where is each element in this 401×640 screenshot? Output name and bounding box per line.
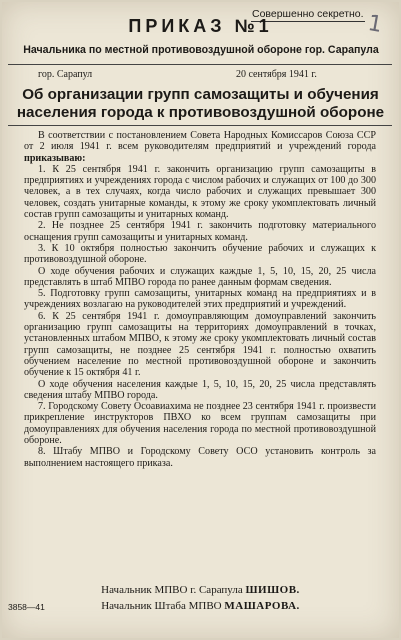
handwritten-sheet-number: 1: [365, 10, 385, 39]
subject-heading: [2, 86, 399, 122]
order-paragraph-5: 5. Подготовку групп самозащиты, унитарных команд на предприятиях и в учреждениях возлагаю на руководителей этих предприятий и учреждений.: [24, 288, 376, 311]
issuer-line: Начальника по местной противовоздушной обороне гор. Сарапула: [23, 44, 379, 56]
secret-stamp: Совершенно секретно.: [252, 8, 364, 20]
order-paragraph-8: 8. Штабу МПВО и Городскому Совету ОСО установить контроль за выполнением настоящего приказа.: [24, 446, 376, 469]
order-paragraph-7: 7. Городскому Совету Осоавиахима не позднее 23 сентября 1941 г. произвести прикрепление инструкторов ПВХО ко всем группам самозащиты при домоуправлениях для обучения населения города по местной противовоздушной обороне.: [24, 401, 376, 447]
signature-chief-label: Начальник МПВО г. Сарапула: [101, 584, 243, 596]
header-divider: [8, 64, 392, 65]
signature-chief: [2, 584, 399, 596]
signature-chief-name: ШИШОВ.: [245, 584, 300, 596]
date-line: 20 сентября 1941 г.: [236, 69, 317, 80]
order-paragraph-6-note: О ходе обучения населения каждые 1, 5, 10, 15, 20, 25 числа представлять сведения штабу МПВО города.: [24, 378, 376, 401]
subject-divider: [8, 125, 392, 126]
order-paragraph-1: 1. К 25 сентября 1941 г. закончить организацию групп самозащиты в предприятиях и учреждениях города с числом рабочих и служащих от 100 до 300 человек, а в тех случаях, когда число рабочих и служащих превышает 300 человек, создать унитарные команды, к этому же сроку укомплектовать личный состав групп самозащиты и унитарных команд.: [24, 163, 376, 221]
print-number: 3858—41: [8, 602, 45, 612]
intro-text: В соответствии с постановлением Совета Народных Комиссаров Союза ССР от 2 июля 1941 г. всем руководителям предприятий и учреждений города: [24, 130, 376, 153]
signature-staff-name: МАШАРОВА.: [224, 600, 300, 612]
order-paragraph-4: О ходе обучения рабочих и служащих каждые 1, 5, 10, 15, 20, 25 числа представлять в штаб МПВО города по ранее данным формам сведения.: [24, 265, 376, 288]
document-title: ПРИКАЗ №1: [128, 16, 273, 36]
signature-staff-chief: [2, 600, 399, 612]
signature-staff-label: Начальник Штаба МПВО: [101, 600, 222, 612]
intro-command: приказываю:: [24, 152, 86, 164]
subject-line-1: Об организации групп самозащиты и обучения: [22, 86, 379, 103]
order-paragraph-2: 2. Не позднее 25 сентября 1941 г. закончить подготовку материального оснащения групп самозащиты и унитарных команд.: [24, 220, 376, 243]
order-body: [24, 130, 376, 469]
intro-paragraph: [24, 130, 376, 164]
order-paragraph-6: 6. К 25 сентября 1941 г. домоуправляющим домоуправлений закончить организацию групп самозащиты на территориях домоуправлений в точках, установленных штабом МПВО, к этому же сроку укомплектовать личный состав групп самозащиты, не позднее 25 сентября 1941 г. полностью охватить обучением население по местной противовоздушной обороне и закончить обучение к 15 октября 41 г.: [24, 310, 376, 379]
order-paragraph-3: 3. К 10 октября полностью закончить обучение рабочих и служащих к противовоздушной обороне.: [24, 242, 376, 266]
subject-line-2: населения города к противовоздушной обороне: [16, 104, 385, 121]
place-line: гор. Сарапул: [38, 69, 93, 80]
order-document: [2, 2, 399, 638]
